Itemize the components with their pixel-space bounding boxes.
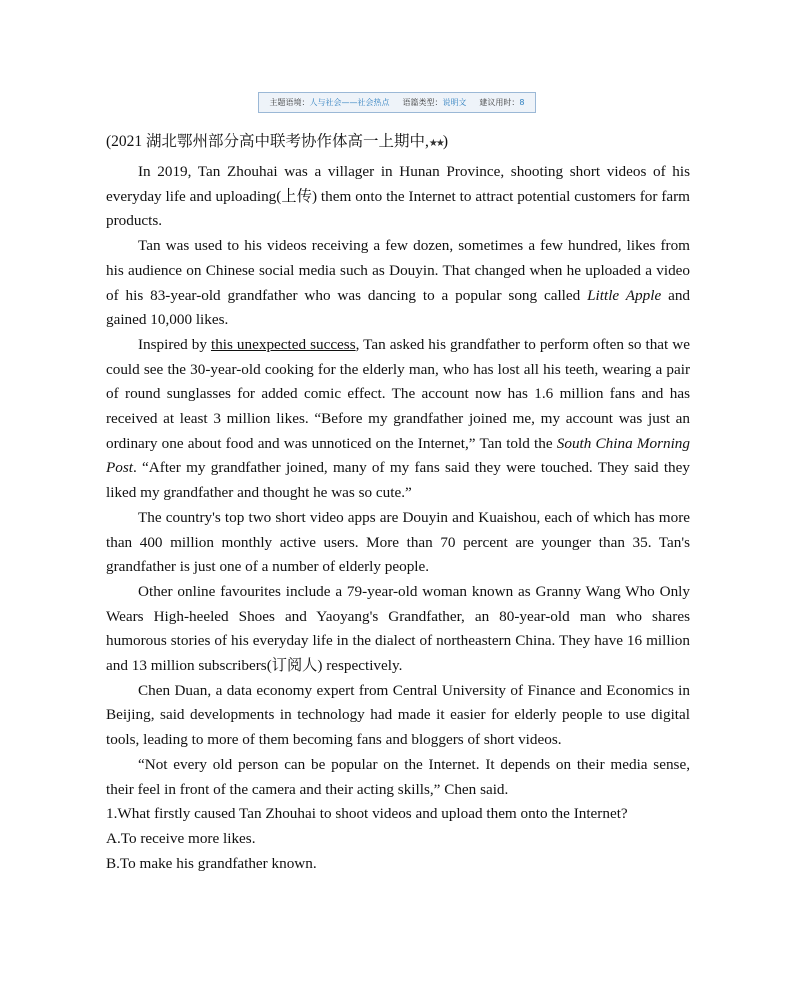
topic-time: 建议用时：8 [479, 98, 525, 107]
paragraph-2: Tan was used to his videos receiving a few dozen, sometimes a few hundred, likes from his audience on Chinese social media such as Douyin. That changed when he uploaded a video of his 83-year-old grandfather who was dancing to a popular song called Little Apple and gained 10,000 likes. [106, 237, 691, 329]
paragraph-1: In 2019, Tan Zhouhai was a villager in Hunan Province, shooting short videos of his everyday life and uploading(上传) them onto the Internet to attract potential customers for farm products. [106, 163, 690, 230]
topic-type: 语篇类型：说明文 [402, 98, 467, 107]
topic-info-bar [258, 92, 536, 113]
reading-passage [106, 160, 690, 876]
option-b: B.To make his grandfather known. [106, 854, 317, 872]
paragraph-4: The country's top two short video apps are Douyin and Kuaishou, each of which has more than 400 million monthly active users. More than 70 percent are younger than 35. Tan's grandfather is just one of a number of elderly people. [106, 508, 690, 576]
question-stem: 1.What firstly caused Tan Zhouhai to shoot videos and upload them onto the Internet? [106, 805, 628, 823]
paragraph-3: Inspired by this unexpected success, Tan asked his grandfather to perform often so that we could see the 30-year-old cooking for the elderly man, who has lost all his teeth, wearing a pair of round sunglasses for added comic effect. The account now has 1.6 million fans and has received at least 3 million likes. “Before my grandfather joined me, my account was just an ordinary one about food and was unnoticed on the Internet,” Tan told the South China Morning Post. “After my grandfather joined, many of my fans said they were touched. They said they liked my grandfather and thought he was so cute.” [106, 335, 690, 502]
underlined-phrase: this unexpected success [210, 335, 356, 353]
option-a: A.To receive more likes. [106, 829, 256, 847]
paragraph-6: Chen Duan, a data economy expert from Central University of Finance and Economics in Beijing, said developments in technology had made it easier for elderly people to use digital tools, leading to more of them becoming fans and bloggers of short videos. [106, 681, 690, 749]
topic-context: 主题语境：人与社会——社会热点 [269, 98, 390, 107]
source-citation: (2021 湖北鄂州部分高中联考协作体高一上期中,★★) [106, 133, 449, 150]
difficulty-stars-icon: ★★ [428, 138, 443, 149]
paragraph-5: Other online favourites include a 79-year-old woman known as Granny Wang Who Only Wears High-heeled Shoes and Yaoyang's Grandfather, an 80-year-old man who shares humorous stories of his everyday life in the dialect of northeastern China. They have 16 million and 13 million subscribers(订阅人) respectively. [106, 582, 690, 675]
paragraph-7: “Not every old person can be popular on the Internet. It depends on their media sense, their feel in front of the camera and their acting skills,” Chen said. [106, 755, 690, 798]
